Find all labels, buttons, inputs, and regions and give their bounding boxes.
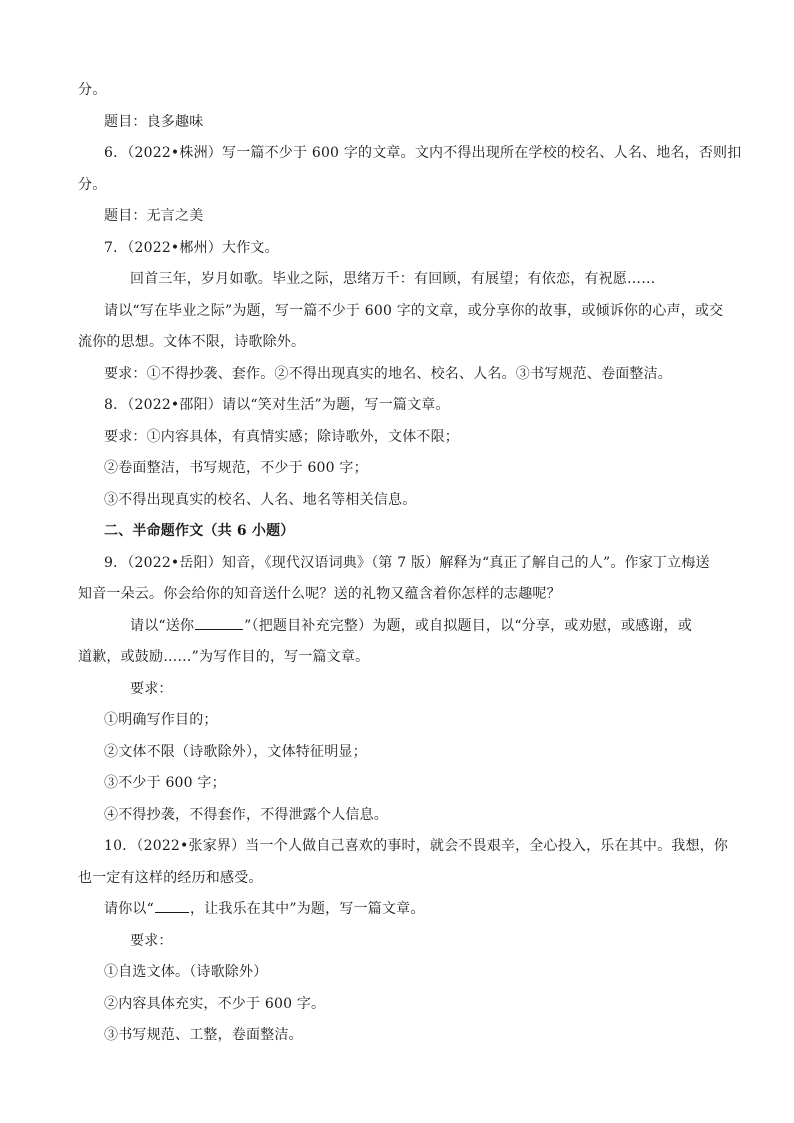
prompt-text: 请以“写在毕业之际”为题，写一篇不少于 600 字的文章，或分享你的故事，或倾诉你的心声，或交 [104,303,724,319]
text-segment: ”（把题目补充完整）为题，或自拟题目，以“分享，或劝慰，或感谢，或 [244,618,693,634]
requirement-item: ②内容具体充实，不少于 600 字。 [104,996,326,1012]
question-10: 10．（2022•张家界）当一个人做自己喜欢的事时，就会不畏艰辛，全心投入，乐在其中。我想，你 [104,838,729,854]
requirement-item: ③不得出现真实的校名、人名、地名等相关信息。 [104,492,417,508]
fill-in-blank [155,900,189,913]
text-line: 知音一朵云。你会给你的知音送什么呢？送的礼物又蕴含着你怎样的志趣呢？ [78,586,561,602]
requirement-item: ②文体不限（诗歌除外），文体特征明显； [104,744,367,760]
question-7: 7．（2022•郴州）大作文。 [104,240,279,256]
prompt-text [104,899,425,919]
requirement-item: ③书写规范、工整，卷面整洁。 [104,1027,303,1043]
text-line: 分。 [78,177,107,193]
section-heading: 二、半命题作文（共 6 小题） [104,523,295,539]
essay-title: 题目：无言之美 [104,208,204,224]
text-segment: 请以“送你 [130,618,195,634]
essay-title: 题目：良多趣味 [104,114,204,130]
requirement-item: ④不得抄袭，不得套作，不得泄露个人信息。 [104,807,388,823]
fill-in-blank [195,617,243,630]
prompt-text [130,616,692,636]
requirement-item: ②卷面整洁，书写规范，不少于 600 字； [104,460,368,476]
prompt-text: 流你的思想。文体不限，诗歌除外。 [78,334,306,350]
requirements: 要求：①不得抄袭、套作。②不得出现真实的地名、校名、人名。③书写规范、卷面整洁。 [104,366,672,382]
text-line: 分。 [78,82,107,98]
requirements-label: 要求： [130,681,173,697]
requirements-label: 要求： [130,933,173,949]
text-line: 道歉，或鼓励……”为写作目的，写一篇文章。 [78,649,370,665]
requirement-item: ③不少于 600 字； [104,775,226,791]
question-8: 8．（2022•邵阳）请以“笑对生活”为题，写一篇文章。 [104,397,450,413]
prompt-text: 回首三年，岁月如歌。毕业之际，思绪万千：有回顾，有展望；有依恋，有祝愿…… [130,271,656,287]
requirement-item: 要求：①内容具体，有真情实感；除诗歌外，文体不限； [104,429,459,445]
requirement-item: ①明确写作目的； [104,712,218,728]
question-6: 6．（2022•株洲）写一篇不少于 600 字的文章。文内不得出现所在学校的校名、人名、地名，否则扣 [104,145,742,161]
text-segment: ，让我乐在其中”为题，写一篇文章。 [189,901,425,917]
text-line: 也一定有这样的经历和感受。 [78,870,263,886]
question-9: 9．（2022•岳阳）知音，《现代汉语词典》（第 7 版）解释为“真正了解自己的人”。作家丁立梅送 [104,555,710,571]
text-segment: 请你以“ [104,901,154,917]
requirement-item: ①自选文体。（诗歌除外） [104,964,268,980]
